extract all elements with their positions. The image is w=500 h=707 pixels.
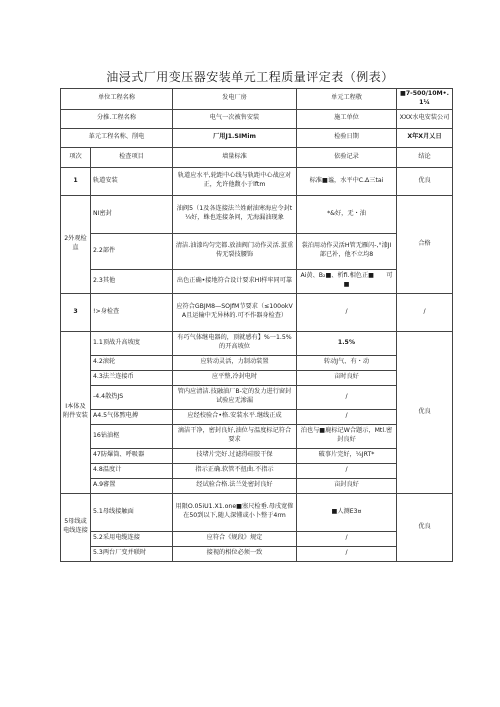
- quality-standard: 轨道应水平,轮距中心线与轨距中心战应对正，允许他馥小于lftm: [173, 167, 297, 195]
- quality-standard: 应符合GBJM8—SOJfM节要求（≤100okVA且运输中无异林的.可不作器身检查）: [173, 293, 297, 331]
- row-number: 1: [61, 167, 91, 195]
- inspection-record: /: [297, 409, 397, 424]
- unit-item-value: ■7-500/10M•.1¼: [397, 89, 453, 110]
- quality-standard: 应符合《规段》规定: [173, 531, 297, 546]
- check-item: 5.2采用电缆连接: [91, 531, 173, 546]
- col-no-header: 项次: [61, 147, 91, 167]
- check-item: 4.8温度计: [91, 463, 173, 478]
- conclusion: /: [397, 293, 453, 331]
- inspection-record: /: [297, 293, 397, 331]
- col-record-header: 依验记录: [297, 147, 397, 167]
- inspection-record: 泊也与■鹿标记W合题示，Mtl.密封良好: [297, 424, 397, 448]
- inspection-record: 破事片完好，¼JRT*: [297, 448, 397, 463]
- quality-standard: 有巧气体继电器的，顶就感有】%一1.5%的开高坡位: [173, 331, 297, 355]
- check-item: 2.2部件: [91, 233, 173, 269]
- check-item: 5.1母线接触面: [91, 493, 173, 531]
- col-item-header: 检查项目: [91, 147, 173, 167]
- inspection-record: 转动J气、有・动: [297, 355, 397, 370]
- conclusion: 优良: [397, 493, 453, 561]
- inspection-record: 标准■谧，水平中C.Δ三tai: [297, 167, 397, 195]
- group-label: I本体及附件安装: [61, 331, 91, 493]
- check-item: 轨道安装: [91, 167, 173, 195]
- quality-standard: 技堵片完好.过滤得硅胶干保: [173, 448, 297, 463]
- page-title: 油浸式厂用变压器安装单元工程质量评定表（例表）: [106, 70, 394, 84]
- table-row: [61, 355, 453, 370]
- conclusion: 优良: [397, 331, 453, 493]
- check-item: !>身检查: [91, 293, 173, 331]
- sub-project-value: 电气一次被售安装: [173, 109, 297, 128]
- unit-project-value: 发电厂房: [173, 89, 297, 110]
- check-item: -4.4散热JS: [91, 385, 173, 409]
- quality-standard: 清洁.油漆均匀完都.放油阀门动作灵活.蛋重传无裂技腰饰: [173, 233, 297, 269]
- header-row-unit: [61, 89, 453, 110]
- conclusion: 合格: [397, 195, 453, 293]
- quality-standard: 指示正确.软管不扭曲.不指示: [173, 463, 297, 478]
- table-row: [61, 385, 453, 409]
- col-standard-header: 墙量标准: [173, 147, 297, 167]
- quality-standard: 应平整,冷封电时: [173, 370, 297, 385]
- check-item: 4.2滚轮: [91, 355, 173, 370]
- table-row: [61, 293, 453, 331]
- inspection-record: 1.5%: [297, 331, 397, 355]
- inspection-record: /: [297, 546, 397, 561]
- quality-standard: 接视的相位必须一致: [173, 546, 297, 561]
- inspection-record: /: [297, 531, 397, 546]
- check-item: A.9審置: [91, 478, 173, 493]
- quality-standard: 管内应清洁.技融油厂B-定的发力进行窗封试验应无渗漏: [173, 385, 297, 409]
- group-label: 2外观检直: [61, 195, 91, 293]
- check-item: 47防爆筒、呼吸器: [91, 448, 173, 463]
- inspection-record: 亩时良好: [297, 370, 397, 385]
- table-row: [61, 370, 453, 385]
- unit-project-label: 单位工程名称: [61, 89, 173, 110]
- inspection-record: 裳泊用动作灵活H管无雁闪-,°漆JI部已补，他不立均8: [297, 233, 397, 269]
- construction-unit-value: XXX水电安装公司: [397, 109, 453, 128]
- check-item: 2.3其他: [91, 269, 173, 293]
- quality-standard: 应转动灵活，力制动装置: [173, 355, 297, 370]
- quality-evaluation-table: [60, 88, 453, 562]
- check-item: 16钻油枢: [91, 424, 173, 448]
- inspection-record: ■人测E3¤: [297, 493, 397, 531]
- check-item: A4.5气体㸃电搏: [91, 409, 173, 424]
- quality-standard: 用限O.05iU1.X1.one■塞尺检垂.母戌宽傕在50到以下,随人深懂或小卜整于4rm: [173, 493, 297, 531]
- check-item: 4.3法兰连接币: [91, 370, 173, 385]
- inspection-record: /: [297, 385, 397, 409]
- inspection-record: *&好，无・油: [297, 195, 397, 233]
- table-row: [61, 531, 453, 546]
- table-row: [61, 463, 453, 478]
- table-row: [61, 493, 453, 531]
- table-row: [61, 195, 453, 233]
- element-label: 革元工程名称、削电: [61, 128, 173, 147]
- table-row: [61, 233, 453, 269]
- check-date-value: X年X月乂日: [397, 128, 453, 147]
- element-value: 厂用J1.SIMim: [173, 128, 297, 147]
- check-date-label: 检验日期: [297, 128, 397, 147]
- quality-standard: 出色正确•接地符合设计要求Hl样牢同可靠: [173, 269, 297, 293]
- inspection-record: Ai黄、B₂■、析fi.相色正■ 可■: [297, 269, 397, 293]
- quality-standard: 油阀5（1及各连接法兰姓耐油寒海应令封t¼好，蛛也连接条问，无海漏油现象: [173, 195, 297, 233]
- column-header-row: [61, 147, 453, 167]
- quality-standard: 经试验合格.法兰处密封良好: [173, 478, 297, 493]
- check-item: 5.3两台厂变并联时: [91, 546, 173, 561]
- group-label: 5母线或电线连接: [61, 493, 91, 561]
- row-number: 3: [61, 293, 91, 331]
- table-row: [61, 167, 453, 195]
- table-row: [61, 478, 453, 493]
- conclusion: 优良: [397, 167, 453, 195]
- sub-project-label: 分推.工程名称: [61, 109, 173, 128]
- table-row: [61, 546, 453, 561]
- check-item: 1.1顶战升高坡度: [91, 331, 173, 355]
- quality-standard: 滴洁干净，密封良好,油位与温度标记符合要求: [173, 424, 297, 448]
- table-row: [61, 424, 453, 448]
- unit-item-label: 单元工程敬: [297, 89, 397, 110]
- header-row-sub: [61, 109, 453, 128]
- inspection-record: /: [297, 463, 397, 478]
- col-result-header: 结论: [397, 147, 453, 167]
- table-row: [61, 269, 453, 293]
- table-row: [61, 448, 453, 463]
- header-row-element: [61, 128, 453, 147]
- table-row: [61, 409, 453, 424]
- table-row: [61, 331, 453, 355]
- quality-standard: 应经校验合•格.安装水平.继线正成: [173, 409, 297, 424]
- construction-unit-label: 施工单位: [297, 109, 397, 128]
- check-item: NI密封: [91, 195, 173, 233]
- inspection-record: 亩封良好: [297, 478, 397, 493]
